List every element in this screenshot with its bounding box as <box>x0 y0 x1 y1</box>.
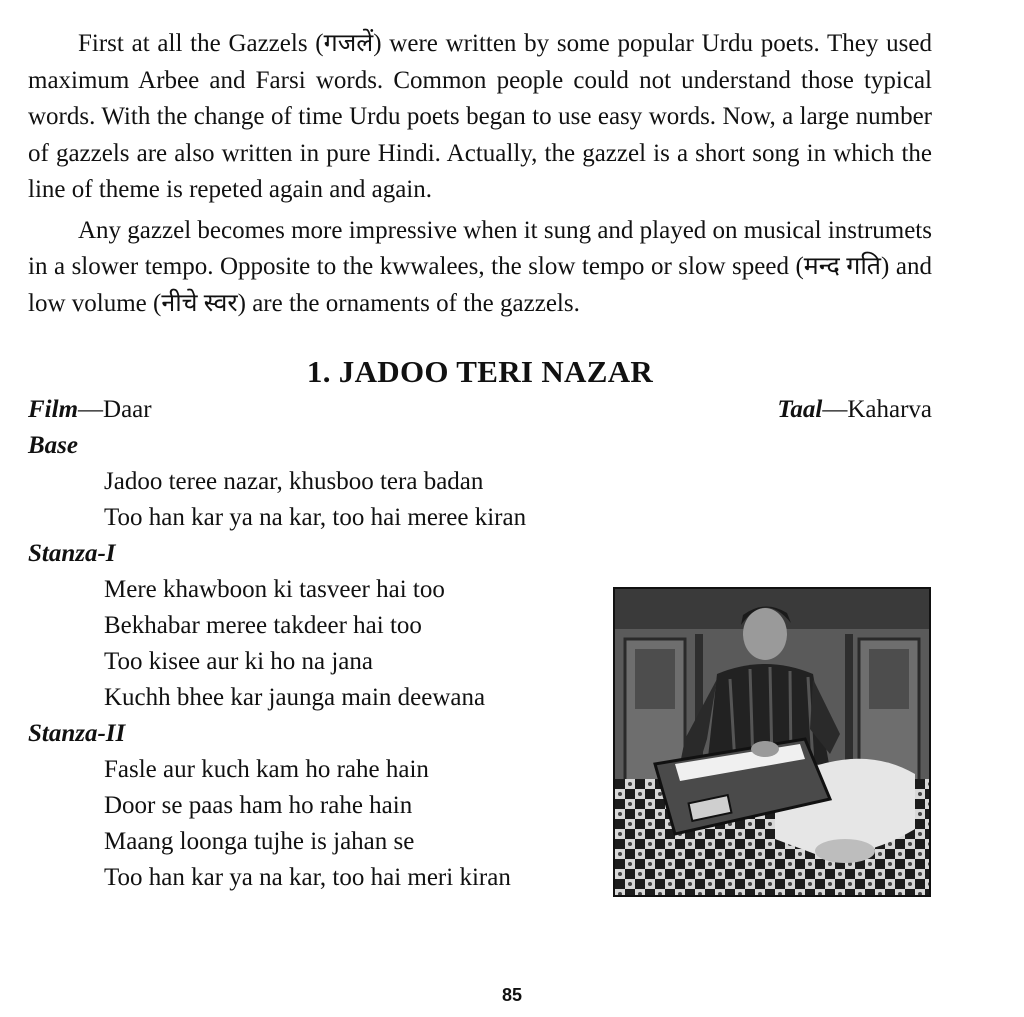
taal-info <box>777 392 932 428</box>
lyric-line: Kuchh bhee kar jaunga main deewana <box>104 684 486 711</box>
lyric-line: Mere khawboon ki tasveer hai too <box>104 576 445 603</box>
intro-paragraph-2: Any gazzel becomes more impressive when it sung and played on musical instrumets in a slower tempo. Opposite to the kwwalees, the slow tempo or slow speed (मन्द गति) and low volume (नीचे स्वर) are the ornaments of the gazzels. <box>28 216 932 317</box>
film-info <box>28 392 152 428</box>
film-value: —Daar <box>78 396 152 423</box>
page-number: 85 <box>501 985 523 1005</box>
taal-value: —Kaharva <box>822 396 932 423</box>
song-meta <box>28 392 932 428</box>
harmonium-player-photo <box>613 587 931 897</box>
lyric-line: Maang loonga tujhe is jahan se <box>104 828 415 855</box>
lyric-line: Fasle aur kuch kam ho rahe hain <box>104 756 429 783</box>
stanza-1-heading: Stanza-I <box>28 540 116 567</box>
lyric-line: Jadoo teree nazar, khusboo tera badan <box>104 468 484 495</box>
lyric-line: Too han kar ya na kar, too hai meree kiran <box>104 504 527 531</box>
photo-illustration <box>615 589 929 895</box>
lyric-line: Too kisee aur ki ho na jana <box>104 648 373 675</box>
lyric-line: Door se paas ham ho rahe hain <box>104 792 413 819</box>
intro-paragraph-1: First at all the Gazzels (गजलें) were written by some popular Urdu poets. They used maximum Arbee and Farsi words. Common people could not understand those typical words. With the change of time Urdu poets began to use easy words. Now, a large number of gazzels are also written in pure Hindi. Actually, the gazzel is a short song in which the line of theme is repeted again and again. <box>28 30 932 203</box>
stanza-2-heading: Stanza-II <box>28 720 126 747</box>
taal-label: Taal <box>777 396 823 423</box>
song-title: 1. JADOO TERI NAZAR <box>306 354 654 389</box>
base-heading: Base <box>28 432 78 459</box>
film-label: Film <box>28 396 79 423</box>
lyric-line: Bekhabar meree takdeer hai too <box>104 612 422 639</box>
lyric-line: Too han kar ya na kar, too hai meri kiran <box>104 864 511 891</box>
